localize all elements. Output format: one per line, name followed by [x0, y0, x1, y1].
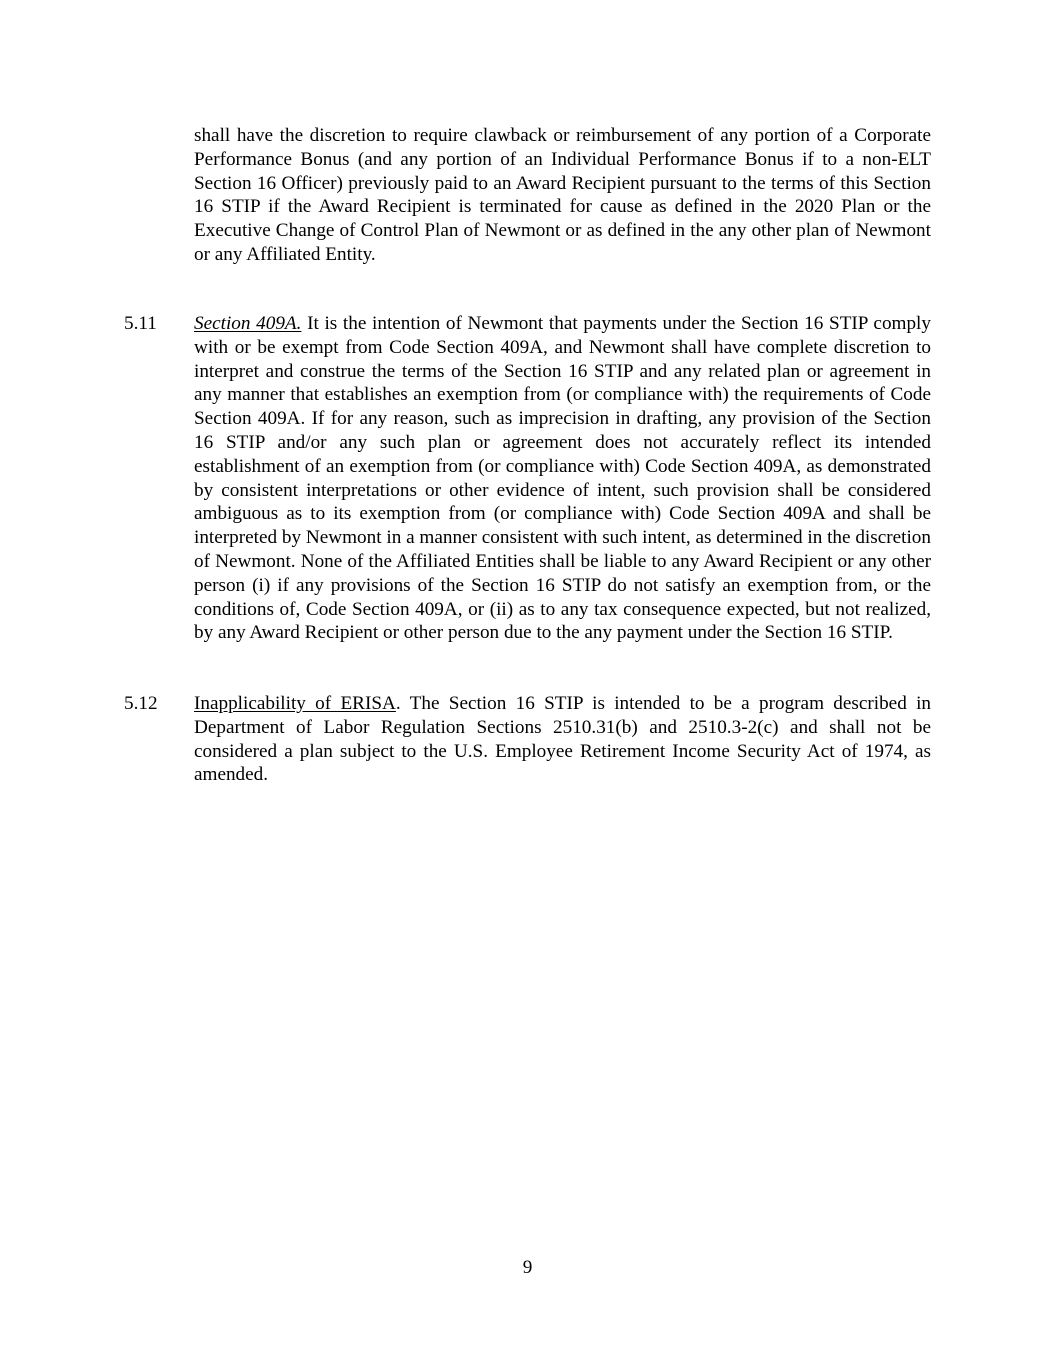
section-number: 5.11 [124, 313, 157, 334]
section-paragraph [194, 312, 931, 645]
section-text: It is the intention of Newmont that payments under the Section 16 STIP comply with or be exempt from Code Section 409A, and Newmont shall have complete discretion to interpret and construe the terms of the Section 16 STIP and any related plan or agreement in any manner that establishes an exemption from (or compliance with) the requirements of Code Section 409A. If for any reason, such as imprecision in drafting, any provision of the Section 16 STIP and/or any such plan or agreement does not accurately reflect its intended establishment of an exemption from (or compliance with) Code Section 409A, as demonstrated by consistent interpretations or other evidence of intent, such provision shall be considered ambiguous as to its exemption from (or compliance with) Code Section 409A and shall be interpreted by Newmont in a manner consistent with such intent, as determined in the discretion of Newmont. None of the Affiliated Entities shall be liable to any Award Recipient or any other person (i) if any provisions of the Section 16 STIP do not satisfy an exemption from, or the conditions of, Code Section 409A, or (ii) as to any tax consequence expected, but not realized, by any Award Recipient or other person due to the any payment under the Section 16 STIP. [194, 313, 931, 644]
continuation-paragraph [194, 124, 931, 267]
section-number: 5.12 [124, 693, 158, 714]
section-heading: Section 409A. [194, 313, 302, 334]
section-paragraph [194, 692, 931, 787]
continuation-text: shall have the discretion to require clawback or reimbursement of any portion of a Corporate Performance Bonus (and any portion of an Individual Performance Bonus if to a non-ELT Section 16 Officer) previously paid to an Award Recipient pursuant to the terms of this Section 16 STIP if the Award Recipient is terminated for cause as defined in the 2020 Plan or the Executive Change of Control Plan of Newmont or as defined in the any other plan of Newmont or any Affiliated Entity. [194, 125, 931, 265]
section-text: . The Section 16 STIP is intended to be a program described in Department of Labor Regulation Sections 2510.31(b) and 2510.3-2(c) and shall not be considered a plan subject to the U.S. Employee Retirement Income Security Act of 1974, as amended. [194, 693, 932, 786]
page-number: 9 [522, 1257, 533, 1278]
section-heading: Inapplicability of ERISA [194, 693, 396, 714]
section-body [194, 692, 931, 787]
section-body [194, 312, 931, 645]
